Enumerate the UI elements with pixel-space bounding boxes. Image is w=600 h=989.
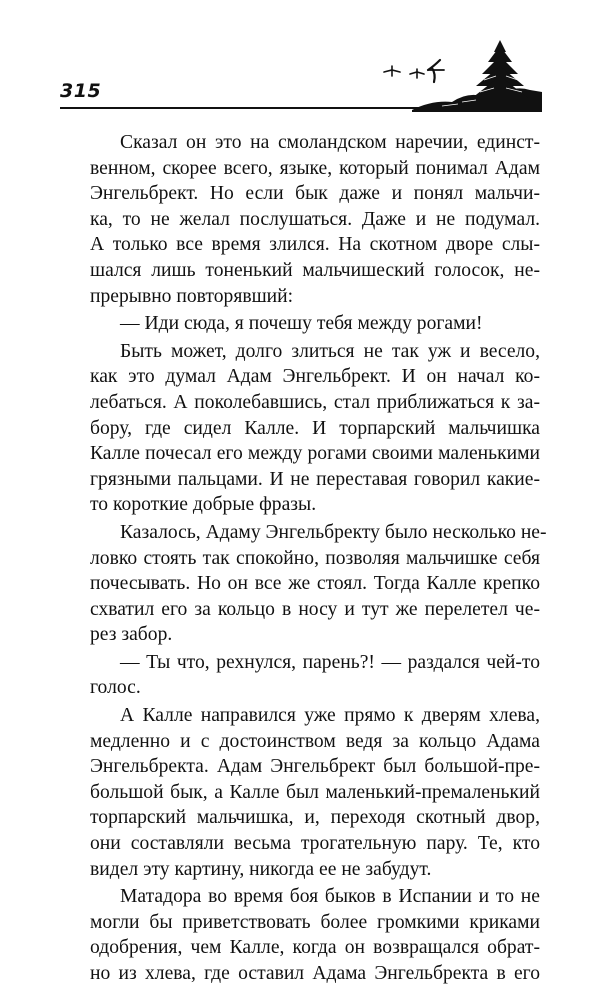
text-line: медленно и с достоинством ведя за кольцо Адама [90, 730, 540, 752]
text-line: большой бык, а Калле был маленький-премаленький [90, 781, 540, 803]
text-line: могли бы приветствовать более громкими криками [90, 911, 540, 933]
text-line: А Калле направился уже прямо к дверям хлева, [120, 705, 540, 727]
text-line: торпарский мальчишка, и, переходя скотный двор, [90, 807, 540, 829]
text-line: грязными пальцами. И не переставая говорил какие- [90, 468, 540, 490]
text-line: — Ты что, рехнулся, парень?! — раздался чей-то [120, 651, 540, 673]
text-line: почесывать. Но он все же стоял. Тогда Калле крепко [90, 573, 540, 595]
paragraph [60, 703, 540, 882]
text-line: ка, то не желал послушаться. Даже и не подумал. [90, 208, 540, 230]
dialogue-paragraph [60, 311, 540, 337]
text-line: они составляли весьма трогательную пару. Те, кто [90, 833, 540, 855]
text-line: Матадора во время боя быков в Испании и то не [120, 886, 540, 908]
text-line: прерывно повторявший: [90, 285, 294, 307]
text-line: голос. [90, 677, 141, 699]
text-line: то короткие добрые фразы. [90, 494, 317, 516]
page-number: 315 [60, 80, 102, 102]
text-line: шался лишь тоненький мальчишеский голосок, не- [90, 259, 540, 281]
text-line: Энгельбрект. Но если бык даже и понял мальчи- [90, 183, 540, 205]
text-line: А только все время злился. На скотном дворе слы- [90, 234, 540, 256]
text-line: Казалось, Адаму Энгельбректу было несколько не- [120, 521, 547, 543]
dialogue-paragraph [60, 650, 540, 701]
text-line: ловко стоять так спокойно, позволяя мальчишке себя [90, 547, 540, 569]
text-line: рез забор. [90, 624, 173, 646]
text-line: видел эту картину, никогда ее не забудут. [90, 858, 432, 880]
page-header [60, 30, 550, 118]
text-line: Быть может, долго злиться не так уж и весело, [120, 340, 540, 362]
paragraph [60, 130, 540, 309]
text-line: схватил его за кольцо в носу и тут же перелетел че- [90, 598, 540, 620]
text-line: одобрения, чем Калле, когда он возвращался обрат- [90, 937, 540, 959]
body-text [60, 130, 547, 989]
paragraph [60, 884, 540, 986]
tree-and-birds-icon [372, 30, 542, 112]
text-line: но из хлева, где оставил Адама Энгельбректа в его [90, 963, 540, 984]
text-line: Сказал он это на смоландском наречии, единст- [120, 132, 540, 153]
text-line: бору, где сидел Калле. И торпарский мальчишка [90, 417, 540, 439]
text-line: венном, скорее всего, языке, который понимал Адам [90, 157, 540, 179]
text-line: как это думал Адам Энгельбрект. И он начал ко- [90, 366, 540, 388]
text-line: лебаться. А поколебавшись, стал приближаться к за- [90, 391, 540, 413]
text-line: Калле почесал его между рогами своими маленькими [90, 443, 540, 465]
paragraph [60, 339, 540, 518]
text-line: Энгельбректа. Адам Энгельбрект был большой-пре- [90, 756, 540, 778]
paragraph [60, 520, 547, 648]
text-line: — Иди сюда, я почешу тебя между рогами! [120, 313, 483, 335]
